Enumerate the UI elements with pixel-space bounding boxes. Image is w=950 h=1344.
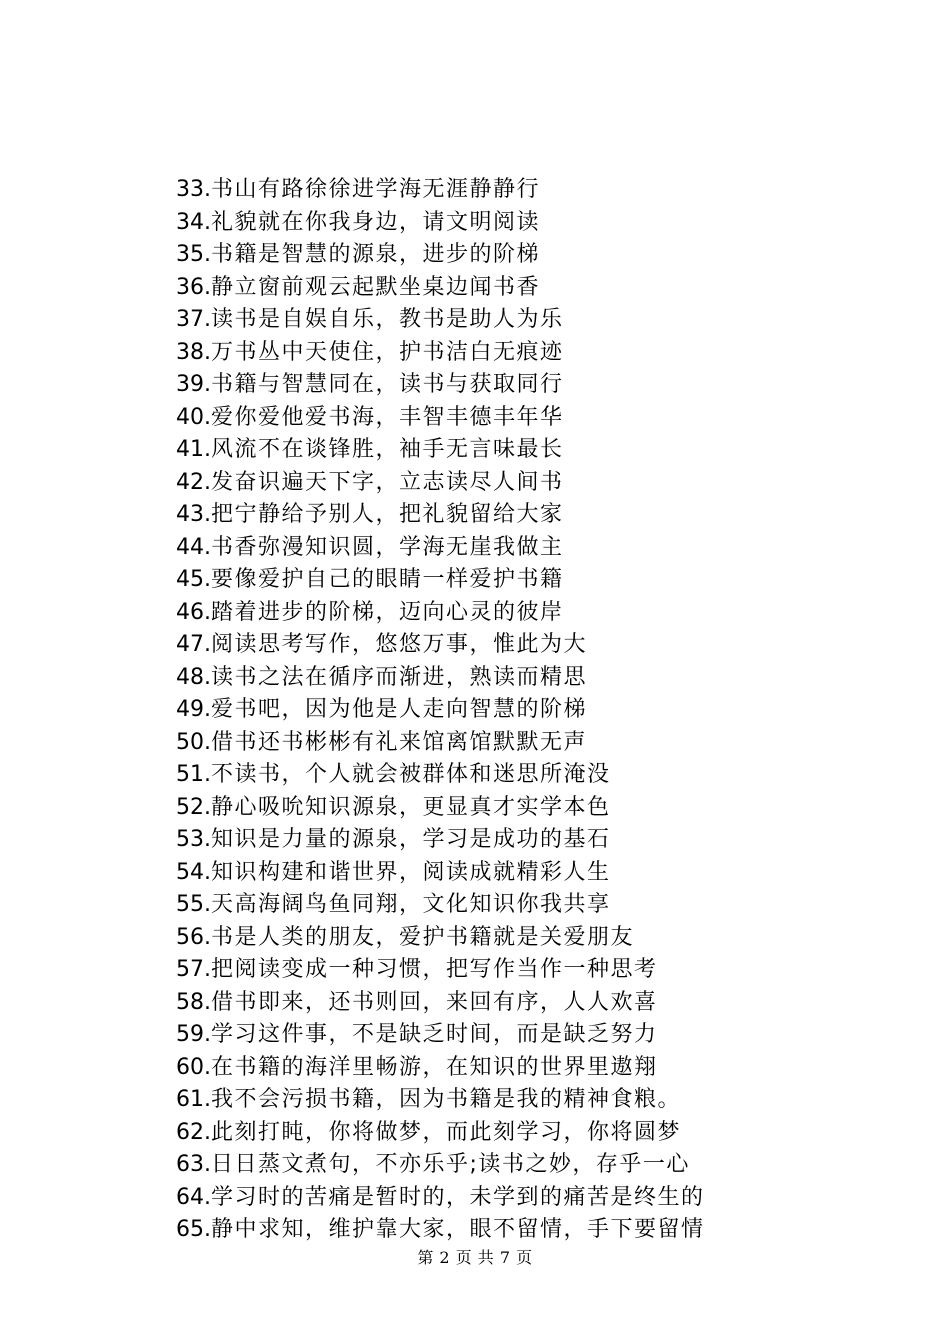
list-item-number: 42. [176,469,211,495]
list-item [176,272,705,305]
list-item-text: 知识构建和谐世界，阅读成就精彩人生 [211,859,611,885]
list-item-text: 把阅读变成一种习惯，把写作当作一种思考 [211,957,658,982]
list-item [176,1052,705,1085]
list-item-number: 41. [176,437,211,462]
list-item [176,987,705,1020]
list-item-text: 风流不在谈锋胜，袖手无言味最长 [211,437,564,462]
list-item-text: 借书还书彬彬有礼来馆离馆默默无声 [211,729,588,755]
list-item [176,1117,705,1150]
list-item [176,369,705,402]
list-item-text: 把宁静给予别人，把礼貌留给大家 [211,502,564,527]
list-item [176,174,705,207]
list-item-text: 爱书吧，因为他是人走向智慧的阶梯 [211,697,588,722]
list-item [176,1214,705,1247]
list-item-number: 44. [176,534,211,560]
list-item-number: 63. [176,1152,211,1177]
list-item-text: 万书丛中天使住，护书洁白无痕迹 [211,339,564,365]
list-item-number: 48. [176,664,211,690]
list-item-text: 书香弥漫知识圆，学海无崖我做主 [211,534,564,560]
list-item-number: 49. [176,697,211,722]
list-item [176,402,705,435]
list-item [176,1182,705,1215]
list-item-text: 要像爱护自己的眼睛一样爱护书籍 [211,567,564,592]
list-item-number: 54. [176,859,211,885]
list-item-text: 我不会污损书籍，因为书籍是我的精神食粮。 [211,1087,682,1112]
list-item-number: 46. [176,599,211,625]
list-item-number: 45. [176,567,211,592]
list-item-number: 53. [176,827,211,852]
list-item-number: 62. [176,1119,211,1145]
list-item-text: 书是人类的朋友，爱护书籍就是关爱朋友 [211,924,635,950]
list-item-text: 日日蒸文煮句，不亦乐乎;读书之妙，存乎一心 [211,1152,690,1177]
list-item [176,889,705,922]
list-item-text: 礼貌就在你我身边，请文明阅读 [211,209,541,235]
list-item-text: 读书之法在循序而渐进，熟读而精思 [211,664,588,690]
list-item-text: 发奋识遍天下字，立志读尽人间书 [211,469,564,495]
list-item-text: 踏着进步的阶梯，迈向心灵的彼岸 [211,599,564,625]
list-item-number: 60. [176,1054,211,1080]
list-item [176,207,705,240]
list-item-number: 51. [176,762,211,787]
list-item [176,759,705,792]
list-item [176,239,705,272]
list-item-text: 学习这件事，不是缺乏时间，而是缺乏努力 [211,1022,658,1047]
slogan-list [176,174,705,1247]
list-item-text: 静中求知，维护靠大家，眼不留情，手下要留情 [211,1217,705,1242]
list-item [176,694,705,727]
list-item [176,1019,705,1052]
list-item-number: 55. [176,892,211,917]
list-item-number: 65. [176,1217,211,1242]
list-item [176,954,705,987]
page-footer: 第 2 页 共 7 页 [417,1248,533,1267]
list-item-text: 书山有路徐徐进学海无涯静静行 [211,177,541,202]
list-item-number: 61. [176,1087,211,1112]
list-item-number: 50. [176,729,211,755]
list-item-text: 书籍与智慧同在，读书与获取同行 [211,372,564,397]
list-item [176,629,705,662]
list-item [176,922,705,955]
list-item-number: 58. [176,989,211,1015]
list-item-text: 书籍是智慧的源泉，进步的阶梯 [211,242,541,267]
list-item [176,597,705,630]
list-item-number: 38. [176,339,211,365]
list-item-text: 阅读思考写作，悠悠万事，惟此为大 [211,632,588,657]
list-item [176,564,705,597]
list-item [176,824,705,857]
list-item [176,467,705,500]
list-item [176,792,705,825]
list-item-text: 读书是自娱自乐，教书是助人为乐 [211,307,564,332]
list-item-number: 43. [176,502,211,527]
list-item [176,434,705,467]
list-item-number: 33. [176,177,211,202]
list-item [176,662,705,695]
list-item [176,532,705,565]
list-item-number: 57. [176,957,211,982]
list-item-number: 36. [176,274,211,300]
list-item [176,857,705,890]
list-item-text: 天高海阔鸟鱼同翔，文化知识你我共享 [211,892,611,917]
list-item-number: 52. [176,794,211,820]
list-item-text: 静立窗前观云起默坐桌边闻书香 [211,274,541,300]
list-item [176,337,705,370]
list-item [176,304,705,337]
list-item-text: 在书籍的海洋里畅游，在知识的世界里遨翔 [211,1054,658,1080]
list-item-text: 学习时的苦痛是暂时的，未学到的痛苦是终生的 [211,1184,705,1210]
list-item-number: 35. [176,242,211,267]
list-item-number: 64. [176,1184,211,1210]
list-item-text: 静心吸吮知识源泉，更显真才实学本色 [211,794,611,820]
list-item-number: 39. [176,372,211,397]
list-item-text: 借书即来，还书则回，来回有序，人人欢喜 [211,989,658,1015]
list-item-number: 40. [176,404,211,430]
list-item-number: 47. [176,632,211,657]
list-item-number: 59. [176,1022,211,1047]
list-item-text: 知识是力量的源泉，学习是成功的基石 [211,827,611,852]
list-item-text: 此刻打盹，你将做梦，而此刻学习，你将圆梦 [211,1119,682,1145]
list-item [176,1149,705,1182]
list-item-text: 爱你爱他爱书海，丰智丰德丰年华 [211,404,564,430]
list-item [176,1084,705,1117]
list-item-text: 不读书，个人就会被群体和迷思所淹没 [211,762,611,787]
list-item-number: 37. [176,307,211,332]
list-item-number: 34. [176,209,211,235]
list-item [176,727,705,760]
list-item [176,499,705,532]
list-item-number: 56. [176,924,211,950]
